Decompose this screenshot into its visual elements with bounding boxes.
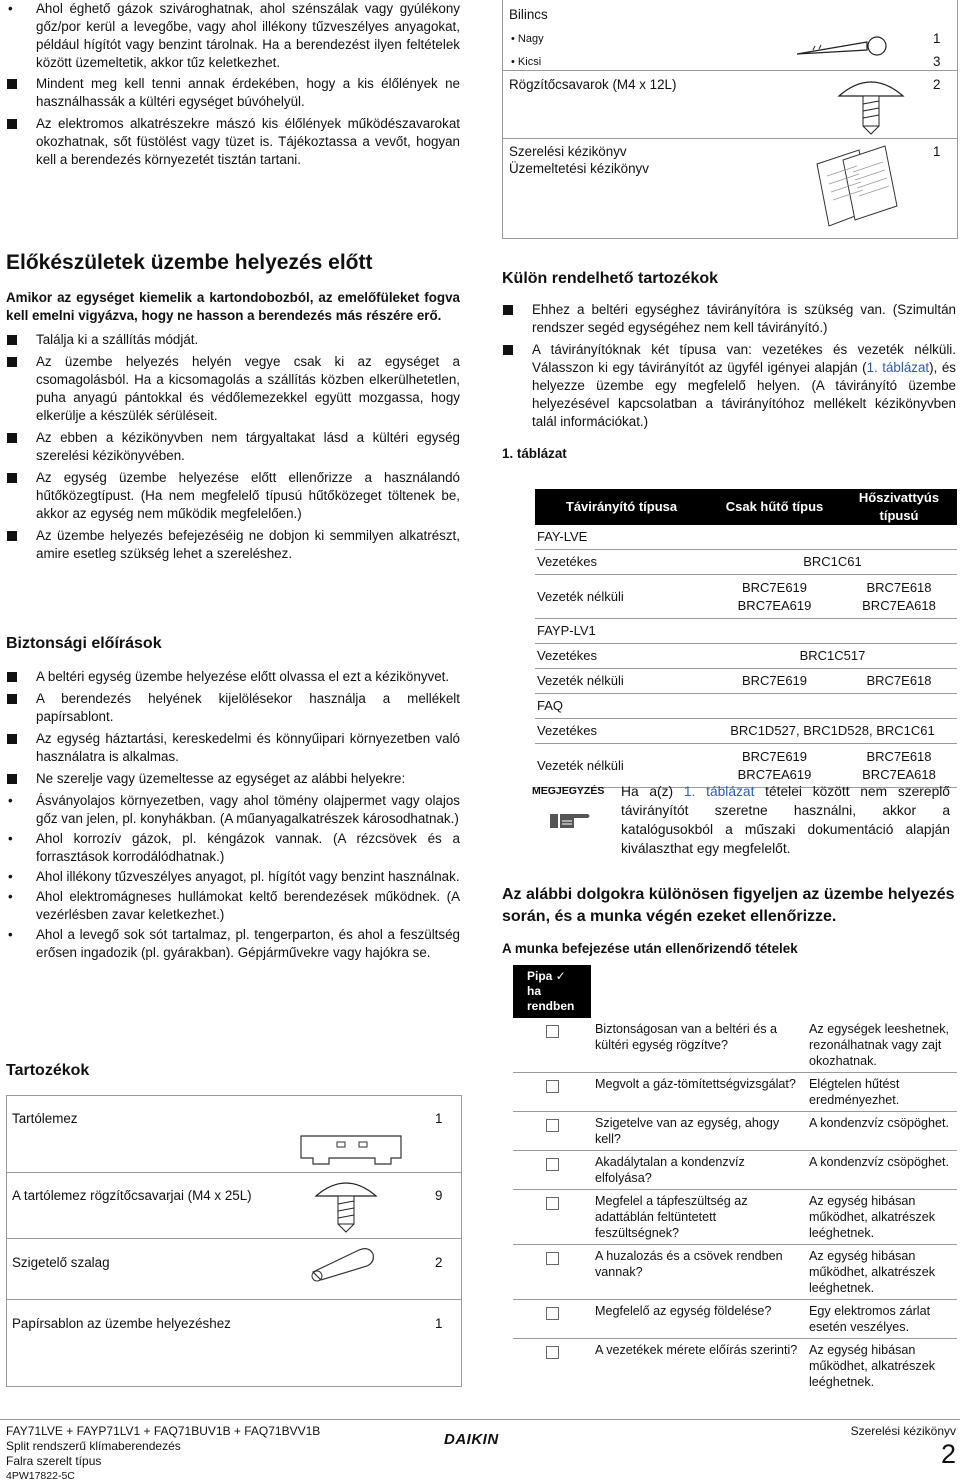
group-name: FAQ (535, 694, 957, 719)
check-row (513, 1073, 957, 1112)
prep-bullet: Az ebben a kézikönyvben nem tárgyaltakat lásd a kültéri egység szerelési kézikönyvében. (6, 429, 460, 465)
safety-bullet: Ne szerelje vagy üzemeltesse az egységet az alábbi helyekre: (6, 770, 460, 788)
manual2-label: Üzemeltetési kézikönyv (509, 161, 649, 176)
group-row (535, 619, 957, 644)
footer-left (6, 1424, 320, 1484)
blank-header (591, 965, 805, 1018)
type-cell: Vezeték nélküli (535, 575, 708, 619)
check-item: Biztonságosan van a beltéri és a kültéri egység rögzítve? (591, 1018, 805, 1073)
insulation-tape-drawing (307, 1242, 387, 1282)
table-row (535, 550, 957, 575)
check-risk: Az egységek leeshetnek, rezonálhatnak vagy zajt okozhatnak. (805, 1018, 957, 1073)
check-row (513, 1300, 957, 1339)
divider (7, 1238, 461, 1239)
screw-drawing (833, 74, 913, 136)
prep-lead: Amikor az egységet kiemelik a kartondobozból, az emelőfüleket fogva kell emelni vigyázva, hogy ne hasson a berendezés más részére erő. (6, 290, 460, 323)
check-col-header: Pipa ✓ ha rendben (513, 965, 591, 1018)
group-name: FAY-LVE (535, 525, 957, 550)
heat-cell: BRC7E618 BRC7EA618 (841, 744, 957, 788)
plate-screw-drawing (312, 1176, 382, 1234)
checkbox[interactable] (546, 1025, 559, 1038)
left-top-block (6, 0, 460, 173)
checkbox[interactable] (546, 1119, 559, 1132)
check-item: Akadálytalan a kondenzvíz elfolyása? (591, 1151, 805, 1190)
checkbox[interactable] (546, 1080, 559, 1093)
merged-cell: BRC1D527, BRC1D528, BRC1C61 (708, 719, 957, 744)
table-row (535, 719, 957, 744)
checks-section (502, 884, 956, 958)
type-cell: Vezeték nélküli (535, 744, 708, 788)
check-risk: A kondenzvíz csöpöghet. (805, 1112, 957, 1151)
check-row (513, 1245, 957, 1300)
group-row (535, 525, 957, 550)
footer-line2: Split rendszerű klímaberendezés (6, 1439, 181, 1453)
safety-dot: • Ahol elektromágneses hullámokat keltő berendezések működnek. (A vezérlésben zavar keletkezhet.) (6, 888, 460, 924)
checks-table (513, 965, 957, 1393)
kicsi-qty: 3 (933, 54, 941, 69)
merged-cell: BRC1C517 (708, 644, 957, 669)
tartozek-qty: 1 (435, 1316, 443, 1331)
checks-title: Az alábbi dolgokra különösen figyeljen az üzembe helyezés során, és a munka végén ezeket ellenőrizze. (502, 886, 955, 925)
checks-header-row (513, 965, 957, 1018)
mounting-plate-drawing (297, 1130, 407, 1168)
optional-bullet (502, 341, 956, 431)
tartozekok-box (6, 1095, 462, 1387)
screws-qty: 2 (933, 77, 941, 92)
note-label: MEGJEGYZÉS (532, 785, 605, 797)
safety-bullet: A beltéri egység üzembe helyezése előtt olvassa el ezt a kézikönyvet. (6, 668, 460, 686)
kicsi-label: • Kicsi (511, 56, 542, 68)
divider (503, 70, 957, 71)
table-row (535, 744, 957, 788)
check-risk: Egy elektromos zárlat esetén veszélyes. (805, 1300, 957, 1339)
type-cell: Vezetékes (535, 550, 708, 575)
check-item: Megvolt a gáz-tömítettségvizsgálat? (591, 1073, 805, 1112)
check-item: A vezetékek mérete előírás szerinti? (595, 1343, 798, 1357)
optional-bullet: Ehhez a beltéri egységhez távirányítóra is szükség van. (Szimultán rendszer segéd egységéhez nem kell távirányító.) (502, 301, 956, 337)
checkbox[interactable] (546, 1252, 559, 1265)
manual-qty: 1 (933, 144, 941, 159)
dot-item: • Ahol éghető gázok szivároghatnak, ahol szénszálak vagy gyúlékony gőz/por kerül a levegőbe, vagy ahol illékony tűzveszélyes anyagokat, például hígítót vagy benzint tárolnak. Ha a berendezést ilyen feltételek között üzemeltetik, akkor tűz keletkezhet. (6, 0, 460, 72)
heat-cell: BRC7E618 BRC7EA618 (841, 575, 957, 619)
group-name: FAYP-LV1 (535, 619, 957, 644)
prep-section (6, 250, 460, 567)
remote-table (535, 489, 957, 788)
col-header: Csak hűtő típus (708, 489, 841, 525)
check-row (513, 1151, 957, 1190)
safety-section (6, 633, 460, 964)
check-risk: A kondenzvíz csöpöghet. (805, 1151, 957, 1190)
clamp-drawing (793, 30, 893, 64)
footer-manual: Szerelési kézikönyv (850, 1424, 956, 1438)
bullet-item (6, 115, 460, 169)
divider (7, 1172, 461, 1173)
safety-dot: • Ásványolajos környezetben, vagy ahol tömény olajpermet vagy olajos gőz van jelen, pl. konyhákban. (A műanyagalkatrészek károsodhatnak.) (6, 792, 460, 828)
page-number: 2 (940, 1439, 956, 1469)
optional-text: ), és helyezze üzembe egy megfelelő helyen. (A távirányító üzembe helyezésével kapcsolatban a távirányítóhoz mellékelt kézikönyvben talál információkat.) (532, 360, 956, 429)
footer-right (830, 1424, 956, 1469)
check-row (513, 1112, 957, 1151)
safety-dot: • Ahol korrozív gázok, pl. kéngázok vannak. (A rézcsövek és a forrasztások korrodálódhatnak.) (6, 830, 460, 866)
checks-subtitle: A munka befejezése után ellenőrizendő tételek (502, 941, 798, 956)
prep-bullet: Találja ki a szállítás módját. (6, 331, 460, 349)
nagy-label: • Nagy (511, 33, 544, 45)
prep-title: Előkészületek üzembe helyezés előtt (6, 251, 373, 274)
col-header: Hőszivattyús típusú (841, 489, 957, 525)
accessories-box-continued (502, 0, 958, 239)
bilincs-label: Bilincs (509, 7, 548, 22)
manuals-drawing (813, 140, 903, 232)
footer-code: 4PW17822-5C (6, 1470, 75, 1482)
check-item: A huzalozás és a csövek rendben vannak? (591, 1245, 805, 1300)
table-link[interactable]: 1. táblázat (866, 360, 930, 375)
note-block (502, 782, 612, 837)
manual1-label: Szerelési kézikönyv (509, 144, 627, 159)
kicsi-text: Kicsi (517, 56, 542, 68)
cool-cell: BRC7E619 BRC7EA619 (708, 744, 841, 788)
prep-bullet: Az üzembe helyezés helyén vegye csak ki az egységet a csomagolásból. Ha a kicsomagolás a szállítás közben elkerülhetetlen, puha anyagú pántokkal és védőlemezekkel együtt mozgassa, hogy elkerülje a készülék sérüléseit. (6, 353, 460, 425)
safety-bullet: A berendezés helyének kijelölésekor használja a mellékelt papírsablont. (6, 690, 460, 726)
safety-dot: • Ahol a levegő sok sót tartalmaz, pl. tengerparton, és ahol a feszültség erősen ingadozik (pl. gyárakban). Gépjárművekre vagy hajókra se. (6, 926, 460, 962)
col-header: Távirányító típusa (535, 489, 708, 525)
nagy-text: Nagy (517, 33, 544, 45)
bullet-item: Mindent meg kell tenni annak érdekében, hogy a kis élőlények ne használhassák a kültéri egységet búvóhelyül. (6, 75, 460, 111)
note-text-a: Ha a(z) (621, 784, 684, 799)
checkbox[interactable] (546, 1197, 559, 1210)
check-item: Megfelel a tápfeszültség az adattáblán feltüntetett feszültségnek? (591, 1190, 805, 1245)
tartozek-qty: 2 (435, 1255, 443, 1270)
check-risk: Az egység hibásan működhet, alkatrészek leéghetnek. (809, 1343, 935, 1389)
footer-rule (0, 1419, 960, 1420)
daikin-logo: DAIKIN (444, 1431, 499, 1448)
nagy-qty: 1 (933, 31, 941, 46)
check-risk: Az egység hibásan működhet, alkatrészek leéghetnek. (805, 1190, 957, 1245)
safety-title: Biztonsági előírások (6, 635, 162, 652)
check-risk: Az egység hibásan működhet, alkatrészek leéghetnek. (805, 1245, 957, 1300)
divider (7, 1299, 461, 1300)
table-title: 1. táblázat (502, 446, 567, 461)
check-row (513, 1339, 957, 1394)
table-header-row (535, 489, 957, 525)
type-cell: Vezeték nélküli (535, 669, 708, 694)
blank-header (805, 965, 957, 1018)
note-text-b: tételei között nem szereplő távirányítót szeretne használni, akkor a katalógusokból a műszaki dokumentáció alapján kiválaszthat egy megfelelőt. (621, 784, 950, 856)
group-row (535, 694, 957, 719)
divider (503, 138, 957, 139)
optional-title: Külön rendelhető tartozékok (502, 270, 719, 287)
note-table-link[interactable]: 1. táblázat (683, 784, 755, 799)
prep-bullet: Az egység üzembe helyezése előtt ellenőrizze a használandó hűtőközegtípust. (Ha nem megfelelő típusú hűtőközeget töltenek be, akkor az egység nem működik megfelelően.) (6, 469, 460, 523)
cool-cell: BRC7E619 BRC7EA619 (708, 575, 841, 619)
cool-cell: BRC7E619 (708, 669, 841, 694)
tartozek-label: Szigetelő szalag (12, 1255, 110, 1270)
checkbox[interactable] (546, 1307, 559, 1320)
checkbox[interactable] (546, 1158, 559, 1171)
bullet-text: Az elektromos alkatrészekre mászó kis élőlények működészavarokat okozhatnak, sőt füstölést vagy tüzet is. Tájékoztassa a vevőt, hogyan kell a berendezés környezetét tisztán tartani. (36, 116, 460, 167)
pointing-hand-icon (548, 808, 592, 832)
table-row (535, 669, 957, 694)
table-row (535, 575, 957, 619)
tartozek-qty: 1 (435, 1111, 443, 1126)
type-cell: Vezetékes (535, 644, 708, 669)
tartozekok-title: Tartozékok (6, 1062, 90, 1079)
optional-text: A távirányítóknak két típusa van: vezetékes és vezeték nélküli. Válasszon ki egy távirányítót az ügyfél igényei alapján ( (532, 342, 956, 375)
check-row (513, 1018, 957, 1073)
checkbox[interactable] (546, 1346, 559, 1359)
note-text (621, 782, 950, 858)
type-cell: Vezetékes (535, 719, 708, 744)
check-risk: Elégtelen hűtést eredményezhet. (805, 1073, 957, 1112)
check-row (513, 1190, 957, 1245)
safety-dot: • Ahol illékony tűzveszélyes anyagot, pl. hígítót vagy benzint használnak. (6, 868, 460, 886)
prep-bullet: Az üzembe helyezés befejezéséig ne dobjon ki semmilyen alkatrészt, amire esetleg szükség lehet a szereléshez. (6, 527, 460, 563)
optional-section (502, 268, 956, 463)
safety-bullet: Az egység háztartási, kereskedelmi és könnyűipari környezetben való használatra is alkalmas. (6, 730, 460, 766)
footer-line3: Falra szerelt típus (6, 1454, 102, 1468)
footer-models: FAY71LVE + FAYP71LV1 + FAQ71BUV1B + FAQ71BVV1B (6, 1424, 321, 1438)
check-item: Megfelelő az egység földelése? (591, 1300, 805, 1339)
heat-cell: BRC7E618 (841, 669, 957, 694)
merged-cell: BRC1C61 (708, 550, 957, 575)
tartozek-qty: 9 (435, 1188, 443, 1203)
tartozek-label: Papírsablon az üzembe helyezéshez (12, 1316, 231, 1331)
tartozek-label: Tartólemez (12, 1111, 78, 1126)
check-item: Szigetelve van az egység, ahogy kell? (591, 1112, 805, 1151)
table-row (535, 644, 957, 669)
tartozek-label: A tartólemez rögzítőcsavarjai (M4 x 25L) (12, 1188, 252, 1203)
screws-label: Rögzítőcsavarok (M4 x 12L) (509, 77, 677, 92)
